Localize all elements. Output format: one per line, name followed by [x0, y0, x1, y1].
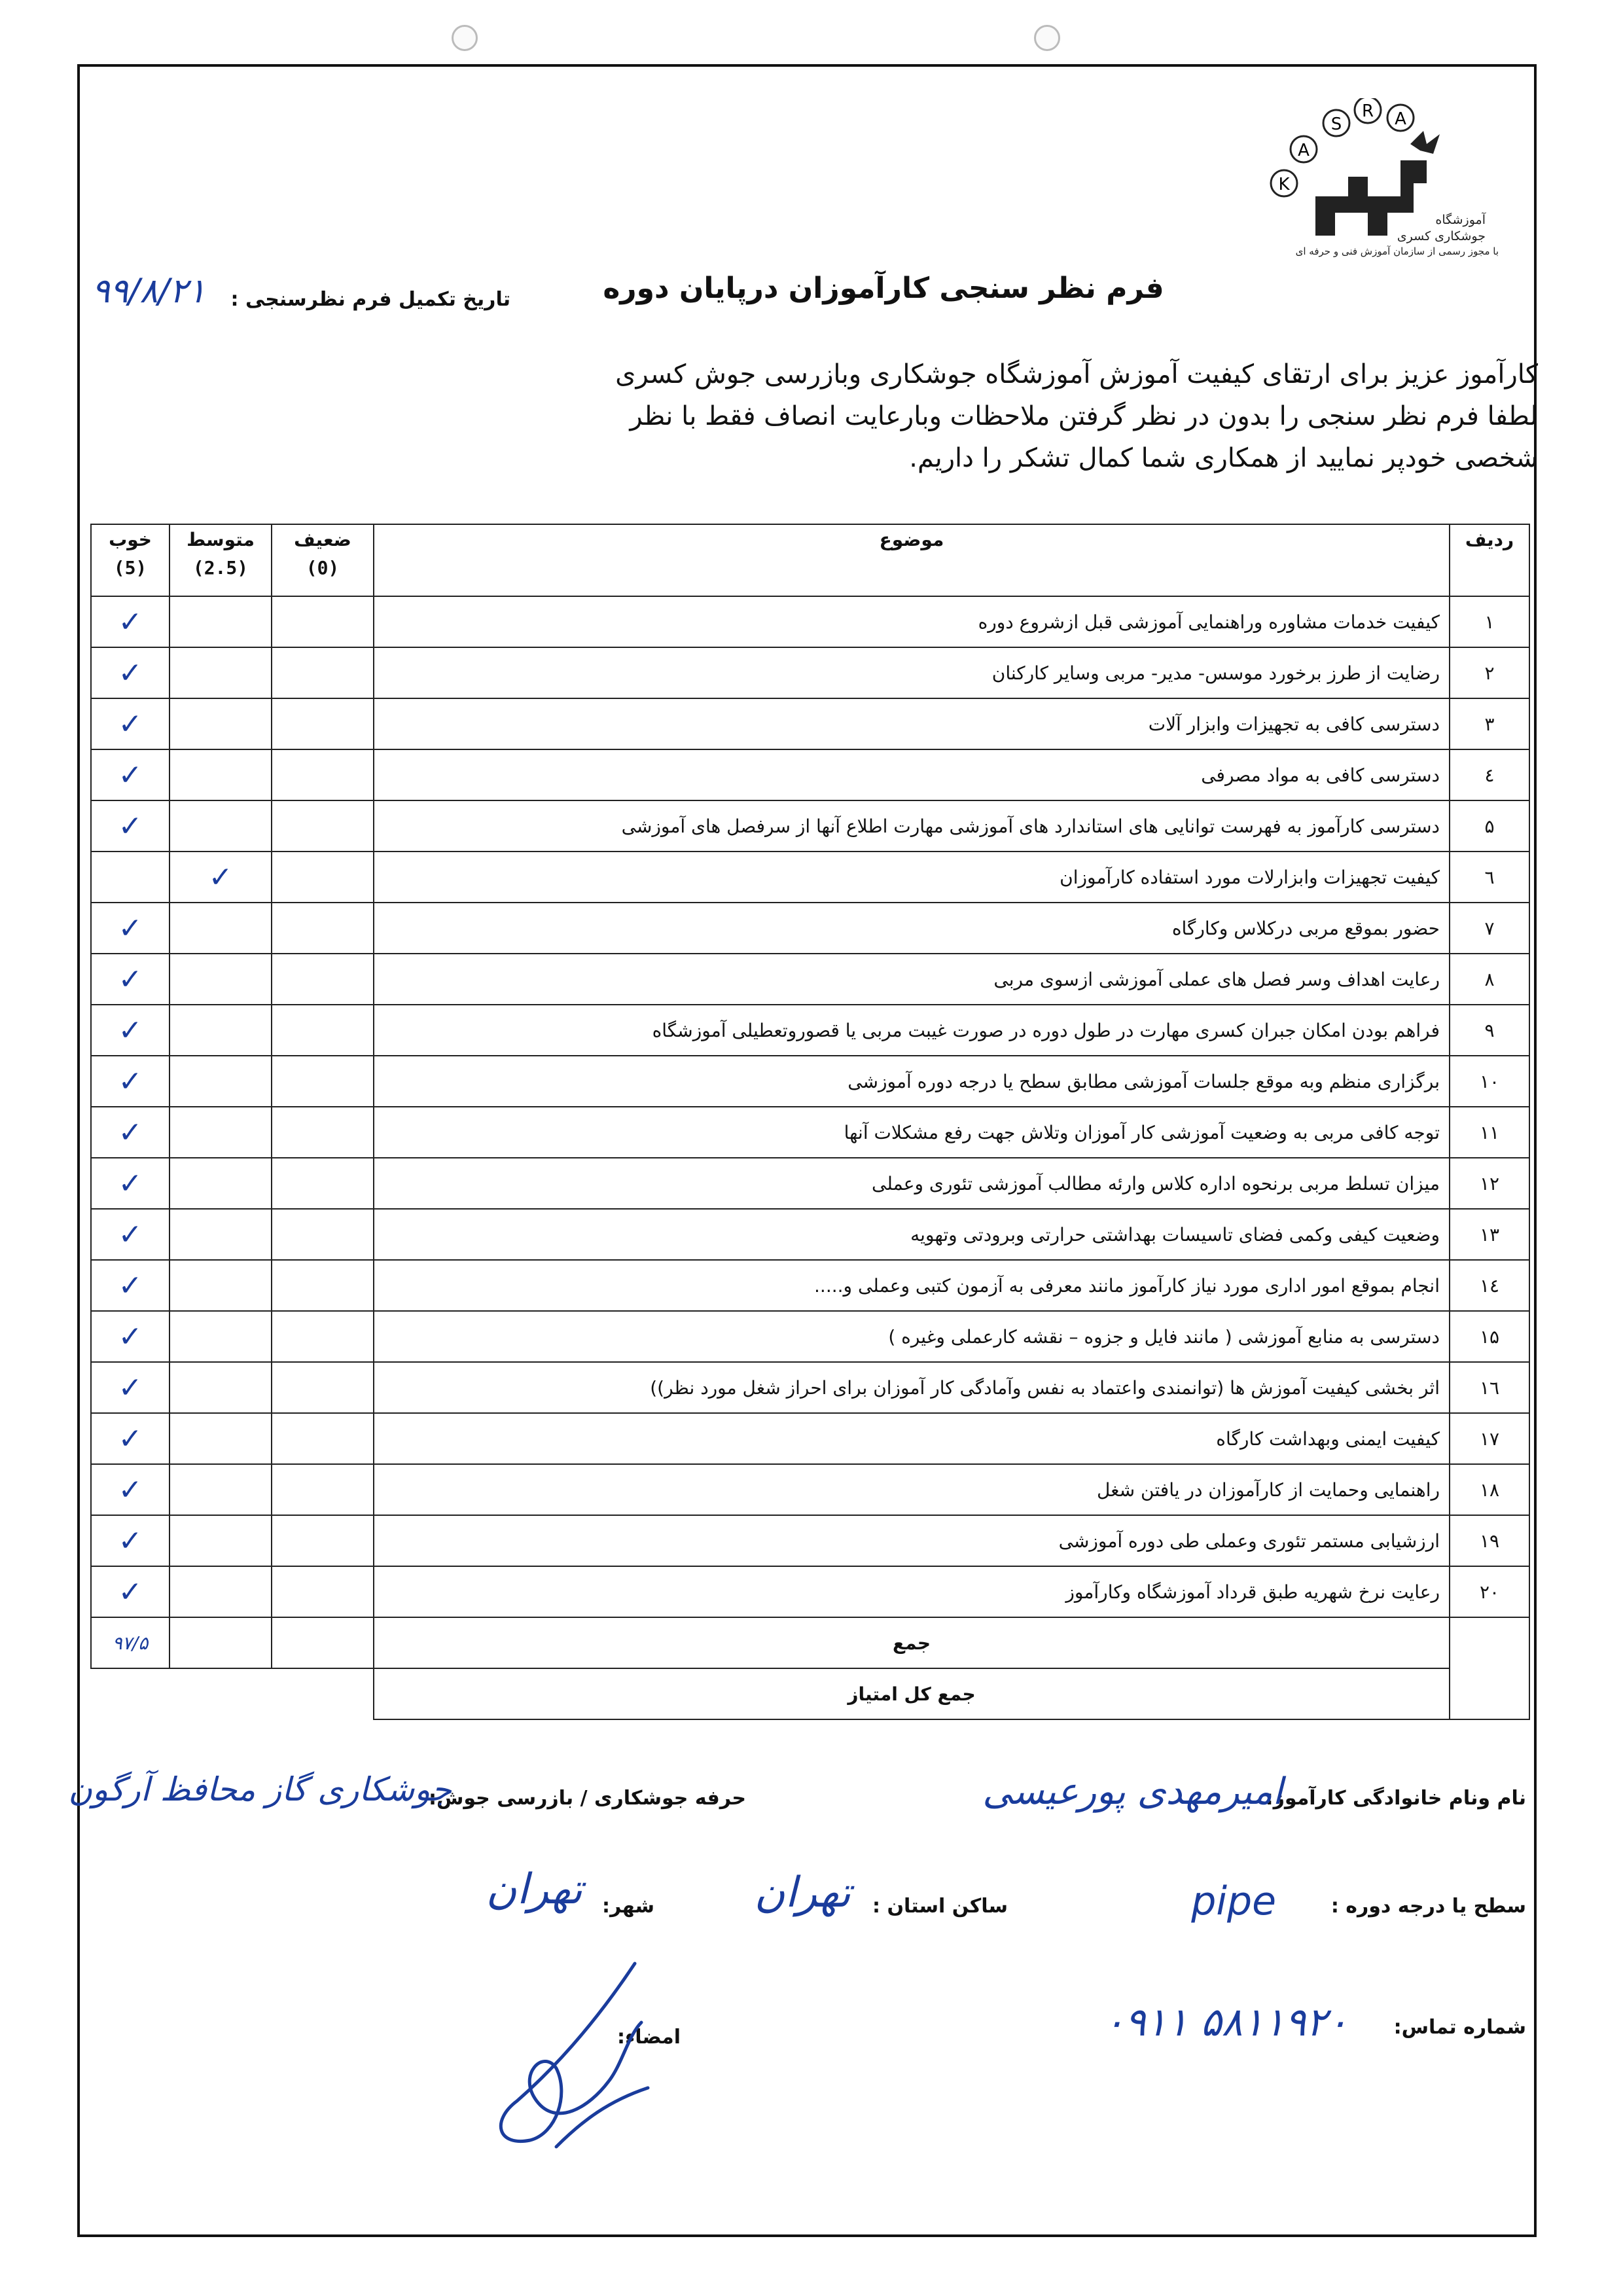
sum-medium-cell — [169, 1617, 272, 1668]
name-value[interactable]: امیرمهدی پورعیسی — [982, 1770, 1283, 1813]
row-number: ۱۵ — [1450, 1311, 1529, 1362]
row-number: ۱ — [1450, 596, 1529, 647]
row-topic: راهنمایی وحمایت از کارآموزان در یافتن شغل — [374, 1464, 1450, 1515]
check-mark-icon: ✓ — [118, 1064, 143, 1098]
row-number: ۲ — [1450, 647, 1529, 698]
table-row — [91, 1515, 1529, 1566]
score-cell-weak[interactable] — [272, 1515, 374, 1566]
intro-line: کارآموز عزیز برای ارتقای کیفیت آموزش آموزشگاه جوشکاری وبازرسی جوش کسری — [615, 359, 1538, 389]
level-label: سطح یا درجه دوره : — [1330, 1895, 1526, 1918]
score-cell-medium[interactable] — [169, 1311, 272, 1362]
score-cell-good[interactable] — [91, 647, 169, 698]
row-topic: کیفیت ایمنی وبهداشت کارگاه — [374, 1413, 1450, 1464]
row-number: ٤ — [1450, 749, 1529, 800]
row-topic: کیفیت خدمات مشاوره وراهنمایی آموزشی قبل ازشروع دوره — [374, 596, 1450, 647]
row-number: ٦ — [1450, 852, 1529, 903]
score-cell-weak[interactable] — [272, 749, 374, 800]
score-cell-medium[interactable] — [169, 1362, 272, 1413]
row-topic: دسترسی به منابع آموزشی ( مانند فایل و جزوه – نقشه کارعملی وغیره ) — [374, 1311, 1450, 1362]
check-mark-icon: ✓ — [118, 707, 143, 741]
total-label: جمع کل امتیاز — [374, 1668, 1450, 1719]
level-value[interactable]: pipe — [1191, 1878, 1276, 1924]
form-title: فرم نظر سنجی کارآموزان درپایان دوره — [603, 272, 1164, 305]
header-good-label: خوب — [109, 529, 152, 550]
row-number: ۵ — [1450, 800, 1529, 852]
table-row — [91, 1056, 1529, 1107]
row-number: ۱۷ — [1450, 1413, 1529, 1464]
score-cell-weak[interactable] — [272, 1362, 374, 1413]
check-mark-icon: ✓ — [118, 809, 143, 843]
score-cell-medium[interactable] — [169, 1107, 272, 1158]
logo-text-line: با مجوز رسمی از سازمان آموزش فنی و حرفه ای — [1295, 245, 1499, 257]
table-row — [91, 903, 1529, 954]
header-good-score: (5) — [113, 557, 147, 579]
row-number: ۱۰ — [1450, 1056, 1529, 1107]
header-weak-score: (0) — [306, 557, 340, 579]
score-cell-good[interactable] — [91, 852, 169, 903]
city-label: شهر: — [602, 1895, 654, 1918]
logo-letter: R — [1361, 101, 1374, 121]
table-row — [91, 698, 1529, 749]
score-cell-good[interactable] — [91, 1362, 169, 1413]
score-cell-medium[interactable] — [169, 1464, 272, 1515]
row-topic: ارزشیابی مستمر تئوری وعملی طی دوره آموزشی — [374, 1515, 1450, 1566]
table-row — [91, 852, 1529, 903]
sum-label: جمع — [374, 1617, 1450, 1668]
check-mark-icon: ✓ — [118, 1166, 143, 1200]
score-cell-good[interactable] — [91, 1260, 169, 1311]
table-row — [91, 1362, 1529, 1413]
row-number: ۱۲ — [1450, 1158, 1529, 1209]
score-cell-weak[interactable] — [272, 1566, 374, 1617]
signature-drawing[interactable] — [478, 1950, 674, 2166]
score-cell-weak[interactable] — [272, 903, 374, 954]
score-cell-weak[interactable] — [272, 1464, 374, 1515]
score-cell-medium[interactable] — [169, 1005, 272, 1056]
score-cell-medium[interactable] — [169, 800, 272, 852]
row-number: ۷ — [1450, 903, 1529, 954]
check-mark-icon: ✓ — [118, 758, 143, 792]
score-cell-weak[interactable] — [272, 1311, 374, 1362]
institute-logo — [1270, 98, 1499, 275]
check-mark-icon: ✓ — [208, 860, 233, 894]
check-mark-icon: ✓ — [118, 1217, 143, 1251]
table-row — [91, 800, 1529, 852]
logo-letter: S — [1330, 115, 1342, 134]
check-mark-icon: ✓ — [118, 1013, 143, 1047]
intro-paragraph — [105, 353, 1538, 479]
score-cell-good[interactable] — [91, 1413, 169, 1464]
date-label: تاریخ تکمیل فرم نظرسنجی : — [230, 288, 510, 311]
score-cell-weak[interactable] — [272, 1158, 374, 1209]
name-label: نام ونام خانوادگی کارآموز: — [1265, 1787, 1526, 1810]
trade-value[interactable]: جوشکاری گاز محافظ آرگون — [68, 1770, 452, 1808]
table-row — [91, 1209, 1529, 1260]
check-mark-icon: ✓ — [118, 1319, 143, 1354]
check-mark-icon: ✓ — [118, 1268, 143, 1302]
row-topic: انجام بموقع امور اداری مورد نیاز کارآموز مانند معرفی به آزمون کتبی وعملی و..... — [374, 1260, 1450, 1311]
score-cell-good[interactable] — [91, 800, 169, 852]
binder-hole-left — [452, 25, 478, 51]
logo-letter: K — [1278, 175, 1290, 194]
table-row — [91, 954, 1529, 1005]
score-cell-medium[interactable] — [169, 1260, 272, 1311]
score-cell-medium[interactable] — [169, 647, 272, 698]
score-cell-weak[interactable] — [272, 954, 374, 1005]
trade-label: حرفه جوشکاری / بازرسی جوش: — [428, 1787, 746, 1810]
row-number: ۸ — [1450, 954, 1529, 1005]
table-body — [91, 596, 1529, 1617]
score-cell-weak[interactable] — [272, 1260, 374, 1311]
total-row — [91, 1668, 1529, 1719]
score-cell-medium[interactable] — [169, 1056, 272, 1107]
total-row-number — [1450, 1668, 1529, 1719]
table-row — [91, 1260, 1529, 1311]
row-topic: میزان تسلط مربی برنحوه اداره کلاس وارئه مطالب آموزشی تئوری وعملی — [374, 1158, 1450, 1209]
table-row — [91, 647, 1529, 698]
table-row — [91, 596, 1529, 647]
score-cell-medium[interactable] — [169, 596, 272, 647]
row-topic: دسترسی کارآموز به فهرست توانایی های استاندارد های آموزشی مهارت اطلاع آنها از سرفصل های آموزشی — [374, 800, 1450, 852]
score-cell-weak[interactable] — [272, 698, 374, 749]
header-weak — [272, 524, 374, 596]
row-number: ۱٤ — [1450, 1260, 1529, 1311]
row-number: ۱۱ — [1450, 1107, 1529, 1158]
table-row — [91, 1566, 1529, 1617]
table-row — [91, 1413, 1529, 1464]
row-topic: رضایت از طرز برخورد موسس- مدیر- مربی وسایر کارکنان — [374, 647, 1450, 698]
score-cell-good[interactable] — [91, 749, 169, 800]
row-number: ۲۰ — [1450, 1566, 1529, 1617]
signature-label: امضاء: — [616, 2026, 681, 2049]
logo-letter: A — [1298, 141, 1310, 160]
row-topic: دسترسی کافی به مواد مصرفی — [374, 749, 1450, 800]
score-cell-good[interactable] — [91, 954, 169, 1005]
check-mark-icon: ✓ — [118, 1115, 143, 1149]
table-row — [91, 749, 1529, 800]
score-cell-weak[interactable] — [272, 1209, 374, 1260]
row-topic: دسترسی کافی به تجهیزات وابزار آلات — [374, 698, 1450, 749]
row-number: ۹ — [1450, 1005, 1529, 1056]
logo-letter: A — [1395, 109, 1406, 129]
table-row — [91, 1464, 1529, 1515]
row-topic: برگزاری منظم وبه موقع جلسات آموزشی مطابق سطح یا درجه دوره آموزشی — [374, 1056, 1450, 1107]
header-weak-label: ضعیف — [294, 529, 351, 550]
score-cell-medium[interactable] — [169, 1209, 272, 1260]
table-row — [91, 1005, 1529, 1056]
score-cell-good[interactable] — [91, 1311, 169, 1362]
row-topic: کیفیت تجهیزات وابزارلات مورد استفاده کارآموزان — [374, 852, 1450, 903]
header-medium — [169, 524, 272, 596]
table-row — [91, 1311, 1529, 1362]
intro-line: لطفا فرم نظر سنجی را بدون در نظر گرفتن ملاحظات وبارعایت انصاف فقط با نظر — [630, 401, 1538, 431]
phone-label: شماره تماس: — [1393, 2016, 1526, 2039]
check-mark-icon: ✓ — [118, 1575, 143, 1609]
row-number: ۱٦ — [1450, 1362, 1529, 1413]
score-cell-medium[interactable] — [169, 1566, 272, 1617]
check-mark-icon: ✓ — [118, 1422, 143, 1456]
row-topic: حضور بموقع مربی درکلاس وکارگاه — [374, 903, 1450, 954]
check-mark-icon: ✓ — [118, 911, 143, 945]
table-row — [91, 1158, 1529, 1209]
row-topic: وضعیت کیفی وکمی فضای تاسیسات بهداشتی حرارتی وبرودتی وتهویه — [374, 1209, 1450, 1260]
score-cell-good[interactable] — [91, 1107, 169, 1158]
score-cell-good[interactable] — [91, 1209, 169, 1260]
score-cell-medium[interactable] — [169, 954, 272, 1005]
score-cell-good[interactable] — [91, 1005, 169, 1056]
score-cell-weak[interactable] — [272, 596, 374, 647]
header-row-number: ردیف — [1450, 524, 1529, 596]
sum-row — [91, 1617, 1529, 1668]
total-empty — [91, 1668, 374, 1719]
score-cell-medium[interactable] — [169, 698, 272, 749]
province-label: ساکن استان : — [872, 1895, 1008, 1918]
logo-text-line: جوشکاری کسری — [1397, 229, 1486, 243]
row-number: ۱۹ — [1450, 1515, 1529, 1566]
score-cell-medium[interactable] — [169, 1413, 272, 1464]
score-cell-good[interactable] — [91, 698, 169, 749]
table-row — [91, 1107, 1529, 1158]
score-cell-good[interactable] — [91, 1566, 169, 1617]
row-topic: توجه کافی مربی به وضعیت آموزشی کار آموزان وتلاش جهت رفع مشکلات آنها — [374, 1107, 1450, 1158]
row-number: ۱۳ — [1450, 1209, 1529, 1260]
score-cell-good[interactable] — [91, 1464, 169, 1515]
binder-hole-right — [1034, 25, 1060, 51]
score-cell-weak[interactable] — [272, 800, 374, 852]
score-cell-good[interactable] — [91, 1056, 169, 1107]
score-cell-medium[interactable] — [169, 749, 272, 800]
score-cell-weak[interactable] — [272, 1005, 374, 1056]
city-value[interactable]: تهران — [486, 1865, 582, 1914]
province-value[interactable]: تهران — [754, 1869, 851, 1917]
score-cell-medium[interactable] — [169, 903, 272, 954]
date-value[interactable]: ۹۹/۸/۲۱ — [92, 272, 206, 311]
row-number: ۳ — [1450, 698, 1529, 749]
row-topic: اثر بخشی کیفیت آموزش ها (توانمندی واعتماد به نفس وآمادگی کار آموزان برای احراز شغل مورد نظر)) — [374, 1362, 1450, 1413]
check-mark-icon: ✓ — [118, 605, 143, 639]
check-mark-icon: ✓ — [118, 1473, 143, 1507]
header-medium-score: (2.5) — [192, 557, 249, 579]
check-mark-icon: ✓ — [118, 962, 143, 996]
score-cell-medium[interactable] — [169, 1158, 272, 1209]
sum-weak-cell — [272, 1617, 374, 1668]
score-cell-medium[interactable] — [169, 1515, 272, 1566]
check-mark-icon: ✓ — [118, 1371, 143, 1405]
score-cell-good[interactable] — [91, 1158, 169, 1209]
phone-value[interactable]: ۰۹۱۱ ۵۸۱۱۹۲۰ — [1103, 2000, 1348, 2045]
row-topic: فراهم بودن امکان جبران کسری مهارت در طول دوره در صورت غیبت مربی یا قصوروتعطیلی آموزشگاه — [374, 1005, 1450, 1056]
sum-row-number — [1450, 1617, 1529, 1668]
header-good — [91, 524, 169, 596]
header-medium-label: متوسط — [187, 529, 255, 550]
table-header-row — [91, 524, 1529, 596]
score-cell-medium[interactable] — [169, 852, 272, 903]
score-cell-weak[interactable] — [272, 647, 374, 698]
logo-text-line: آموزشگاه — [1435, 213, 1486, 227]
score-cell-good[interactable] — [91, 1515, 169, 1566]
evaluation-table — [90, 524, 1530, 1720]
check-mark-icon: ✓ — [118, 656, 143, 690]
row-number: ۱۸ — [1450, 1464, 1529, 1515]
row-topic: رعایت نرخ شهریه طبق قرداد آموزشگاه وکارآموز — [374, 1566, 1450, 1617]
score-cell-good[interactable] — [91, 596, 169, 647]
check-mark-icon: ✓ — [118, 1524, 143, 1558]
score-cell-weak[interactable] — [272, 1056, 374, 1107]
score-cell-good[interactable] — [91, 903, 169, 954]
header-topic: موضوع — [374, 524, 1450, 596]
intro-line: شخصی خودپر نمایید از همکاری شما کمال تشکر را داریم. — [909, 443, 1538, 473]
score-cell-weak[interactable] — [272, 852, 374, 903]
score-cell-weak[interactable] — [272, 1413, 374, 1464]
row-topic: رعایت اهداف وسر فصل های عملی آموزشی ازسوی مربی — [374, 954, 1450, 1005]
score-cell-weak[interactable] — [272, 1107, 374, 1158]
sum-good-value[interactable]: ۹۷/۵ — [91, 1617, 169, 1668]
